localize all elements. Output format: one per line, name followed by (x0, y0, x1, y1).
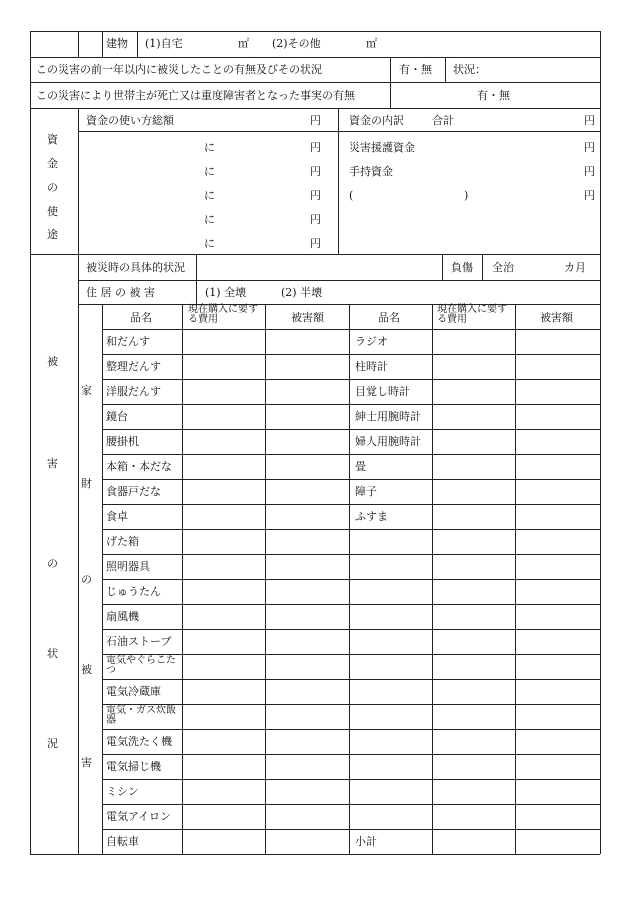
rule-horizontal (78, 131, 600, 132)
funds-total-label: 資金の使い方総額 (86, 114, 174, 127)
table-row-rule (102, 404, 600, 405)
breakdown-label: 資金の内訳 (349, 114, 404, 127)
household-item-left: 電気洗たく機 (106, 735, 172, 748)
breakdown-total-yen: 円 (584, 114, 595, 127)
rule-vertical (102, 31, 103, 57)
funds-section-char: の (47, 181, 58, 194)
funds-item-yen: 円 (310, 237, 321, 250)
area-unit-home: ㎡ (238, 37, 249, 50)
household-item-left: げた箱 (106, 535, 139, 548)
form-border-top (30, 31, 600, 32)
breakdown-paren-close: ) (464, 189, 469, 202)
funds-section-char: 途 (47, 228, 58, 241)
funds-item-yen: 円 (310, 189, 321, 202)
household-item-right: 目覚し時計 (355, 385, 410, 398)
household-item-left: 照明器具 (106, 560, 150, 573)
col-header-damage-right: 被害額 (540, 311, 573, 324)
household-char: 被 (81, 663, 92, 676)
damage-section-char: の (47, 557, 58, 570)
rule-vertical (390, 57, 391, 82)
funds-section-char: 使 (47, 205, 58, 218)
household-item-left: 電気やぐらこたつ (106, 655, 176, 676)
other-building-label: (2)その他 (272, 37, 321, 50)
area-unit-other: ㎡ (366, 37, 377, 50)
table-row-rule (102, 679, 600, 680)
household-item-left: 洋服だんす (106, 385, 161, 398)
household-item-left: 本箱・本だな (106, 460, 172, 473)
breakdown-item-label: 手持資金 (349, 165, 393, 178)
table-header-rule (102, 329, 600, 330)
breakdown-item-yen: 円 (584, 141, 595, 154)
table-row-rule (102, 754, 600, 755)
half-destruction-option: (2) 半壊 (281, 286, 323, 299)
funds-item-ni: に (204, 213, 215, 226)
rule-horizontal (30, 254, 600, 255)
household-item-left: 自転車 (106, 835, 139, 848)
specific-situation-label: 被災時の具体的状況 (86, 261, 185, 274)
household-item-left: 電気・ガス炊飯器 (106, 705, 176, 726)
col-header-item-left: 品名 (130, 311, 152, 324)
household-char: の (81, 573, 92, 586)
household-item-left: 電気冷蔵庫 (106, 685, 161, 698)
head-of-household-choice: 有・無 (477, 89, 510, 102)
table-row-rule (102, 554, 600, 555)
table-row-rule (102, 779, 600, 780)
household-char: 害 (81, 756, 92, 769)
rule-vertical (196, 280, 197, 304)
table-row-rule (102, 704, 600, 705)
own-home-label: (1)自宅 (145, 37, 183, 50)
table-row-rule (102, 579, 600, 580)
table-row-rule (102, 829, 600, 830)
household-item-right: 障子 (355, 485, 377, 498)
injury-label: 負傷 (451, 261, 473, 274)
funds-item-ni: に (204, 237, 215, 250)
rule-vertical (137, 31, 138, 57)
rule-horizontal (78, 280, 600, 281)
rule-vertical (442, 254, 443, 280)
funds-item-yen: 円 (310, 165, 321, 178)
household-item-left: 整理だんす (106, 360, 161, 373)
rule-horizontal (30, 82, 600, 83)
household-char: 財 (81, 477, 92, 490)
prior-disaster-question: この災害の前一年以内に被災したことの有無及びその状況 (36, 63, 322, 76)
household-item-left: 食卓 (106, 510, 128, 523)
form-border-left (30, 31, 31, 854)
table-row-rule (102, 479, 600, 480)
damage-label-column-rule (78, 254, 79, 854)
table-row-rule (102, 604, 600, 605)
building-label: 建物 (106, 37, 128, 50)
breakdown-item-yen: 円 (584, 165, 595, 178)
household-item-left: 和だんす (106, 335, 150, 348)
residence-damage-label: 住 居 の 被 害 (86, 286, 155, 299)
table-row-rule (102, 629, 600, 630)
col-header-cost-right: 現在購入に要する費用 (437, 304, 507, 325)
table-row-rule (102, 654, 600, 655)
household-item-left: 石油ストーブ (106, 635, 172, 648)
table-row-rule (102, 379, 600, 380)
household-char: 家 (81, 384, 92, 397)
funds-item-yen: 円 (310, 213, 321, 226)
household-item-right: ふすま (355, 510, 388, 523)
rule-vertical (390, 82, 391, 108)
full-destruction-option: (1) 全壊 (205, 286, 247, 299)
damage-section-char: 状 (47, 647, 58, 660)
funds-item-ni: に (204, 189, 215, 202)
household-item-right: 婦人用腕時計 (355, 435, 421, 448)
household-item-right: 紳士用腕時計 (355, 410, 421, 423)
damage-section-char: 況 (47, 737, 58, 750)
household-item-left: 食器戸だな (106, 485, 161, 498)
table-row-rule (102, 804, 600, 805)
rule-vertical (196, 254, 197, 280)
table-row-rule (102, 529, 600, 530)
rule-vertical (482, 254, 483, 280)
full-recovery-label: 全治 (492, 261, 514, 274)
rule-horizontal (30, 57, 600, 58)
subtotal-label: 小計 (355, 835, 377, 848)
prior-disaster-choice: 有・無 (399, 63, 432, 76)
head-of-household-question: この災害により世帯主が死亡又は重度障害者となった事実の有無 (36, 89, 355, 102)
funds-item-ni: に (204, 165, 215, 178)
breakdown-item-label: 災害援護資金 (349, 141, 415, 154)
table-row-rule (102, 454, 600, 455)
funds-item-yen: 円 (310, 141, 321, 154)
col-header-cost-left: 現在購入に要する費用 (188, 304, 258, 325)
table-row-rule (102, 429, 600, 430)
table-row-rule (102, 504, 600, 505)
breakdown-total-label: 合計 (432, 114, 454, 127)
months-label: カ月 (564, 261, 586, 274)
rule-horizontal (78, 304, 600, 305)
form-border-right (600, 31, 601, 854)
household-item-right: 柱時計 (355, 360, 388, 373)
damage-section-char: 害 (47, 457, 58, 470)
household-item-right: ラジオ (355, 335, 388, 348)
table-row-rule (102, 729, 600, 730)
funds-section-char: 金 (47, 157, 58, 170)
household-item-left: 扇風機 (106, 610, 139, 623)
col-header-item-right: 品名 (378, 311, 400, 324)
rule-vertical (78, 31, 79, 57)
household-item-left: 鏡台 (106, 410, 128, 423)
table-row-rule (102, 354, 600, 355)
household-item-left: 電気掃じ機 (106, 760, 161, 773)
rule-vertical (445, 57, 446, 82)
breakdown-item-label: ( (349, 189, 354, 202)
household-item-left: 腰掛机 (106, 435, 139, 448)
funds-item-ni: に (204, 141, 215, 154)
breakdown-item-yen: 円 (584, 189, 595, 202)
funds-total-yen: 円 (310, 114, 321, 127)
damage-section-char: 被 (47, 355, 58, 368)
household-item-right: 畳 (355, 460, 366, 473)
prior-disaster-status-label: 状況： (453, 63, 486, 76)
rule-horizontal (30, 108, 600, 109)
household-item-left: じゅうたん (106, 585, 161, 598)
col-header-damage-left: 被害額 (291, 311, 324, 324)
household-item-left: 電気アイロン (106, 810, 172, 823)
funds-section-char: 資 (47, 133, 58, 146)
household-item-left: ミシン (106, 785, 139, 798)
